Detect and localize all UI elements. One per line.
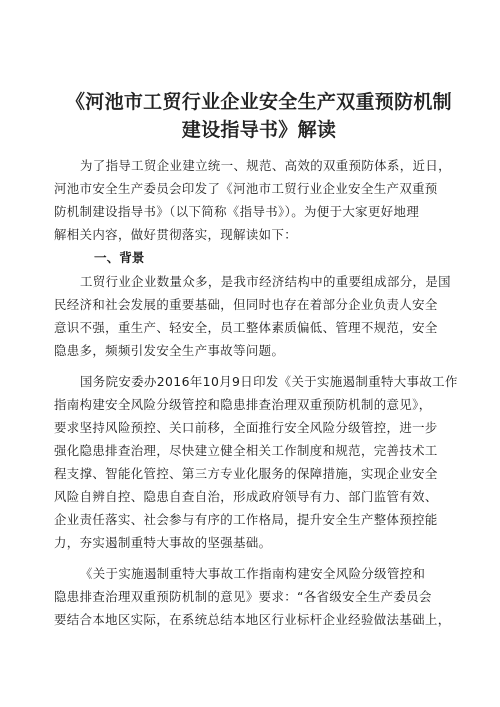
text-line: 隐患多，频频引发安全生产事故等问题。 <box>54 343 285 358</box>
text-line: 强化隐患排查治理，尽快建立健全相关工作制度和规范，完善技术工 <box>54 443 438 458</box>
text-line: 程支撑、智能化管控、第三方专业化服务的保障措施，实现企业安全 <box>54 466 438 481</box>
text-line: 《关于实施遏制重特大事故工作指南构建安全风险分级管控和 <box>80 566 426 581</box>
paragraph-spacer <box>54 554 464 562</box>
text-line: 要结合本地区实际，在系统总结本地区行业标杆企业经验做法基础上， <box>54 612 451 627</box>
text-line: 意识不强，重生产、轻安全，员工整体素质偏低、管理不规范，安全 <box>54 320 438 335</box>
text-line: 企业责任落实、社会参与有序的工作格局，提升安全生产整体预控能 <box>54 512 438 527</box>
text-line: 河池市安全生产委员会印发了《河池市工贸行业企业安全生产双重预 <box>54 181 438 196</box>
background-paragraph-3 <box>54 562 464 631</box>
text-line: 民经济和社会发展的重要基础，但同时也存在着部分企业负责人安全 <box>54 297 438 312</box>
title-line-2: 建设指导书》解读 <box>181 119 337 141</box>
text-line: 为了指导工贸企业建立统一、规范、高效的双重预防体系，近日， <box>80 158 451 173</box>
title-line-1: 《河池市工贸行业企业安全生产双重预防机制 <box>65 91 452 113</box>
section-heading-background: 一、背景 <box>94 250 145 265</box>
text-line: 隐患排查治理双重预防机制的意见》要求：“各省级安全生产委员会 <box>54 589 432 604</box>
text-line: 国务院安委办2016年10月9日印发《关于实施遏制重特大事故工作 <box>80 374 458 389</box>
text-line: 力，夯实遏制重特大事故的坚强基础。 <box>54 535 272 550</box>
text-line: 解相关内容，做好贯彻落实，现解读如下： <box>54 227 298 242</box>
text-line: 指南构建安全风险分级管控和隐患排查治理双重预防机制的意见》， <box>54 397 432 412</box>
text-line: 工贸行业企业数量众多，是我市经济结构中的重要组成部分，是国 <box>80 274 451 289</box>
document-title <box>54 88 464 144</box>
paragraph-spacer <box>54 362 464 370</box>
intro-paragraph <box>54 154 464 246</box>
background-paragraph-1 <box>54 270 464 362</box>
text-line: 防机制建设指导书》（以下简称《指导书》）。为便于大家更好地理 <box>54 204 420 219</box>
text-line: 要求坚持风险预控、关口前移，全面推行安全风险分级管控，进一步 <box>54 420 438 435</box>
background-paragraph-2 <box>54 370 464 554</box>
text-line: 风险自辨自控、隐患自查自治，形成政府领导有力、部门监管有效、 <box>54 489 438 504</box>
